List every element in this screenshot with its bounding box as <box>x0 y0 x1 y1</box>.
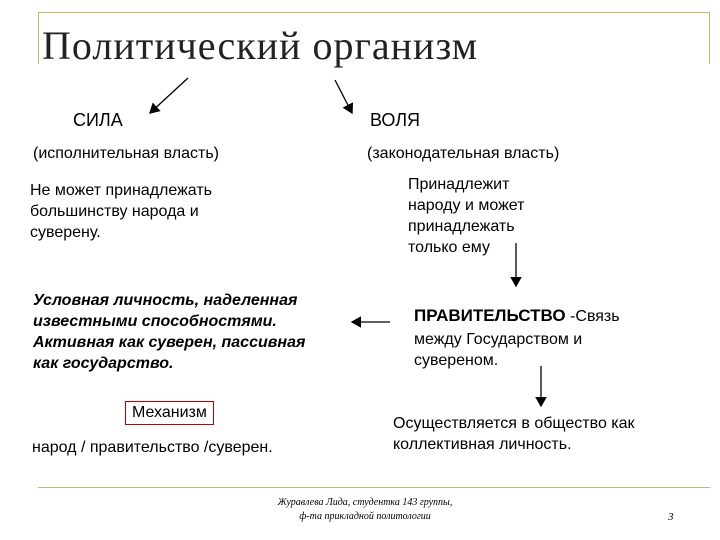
mechanism-text: народ / правительство /суверен. <box>32 439 273 456</box>
sila-subheading: (исполнительная власть) <box>33 145 219 162</box>
government-label: ПРАВИТЕЛЬСТВО <box>414 306 566 325</box>
mechanism-box: Механизм <box>125 401 214 425</box>
volya-heading: ВОЛЯ <box>370 110 421 130</box>
volya-description: Принадлежит народу и может принадлежать только ему <box>408 176 525 256</box>
sila-heading: СИЛА <box>73 110 123 130</box>
society-text: Осуществляется в общество как коллективная личность. <box>393 415 635 453</box>
government-text: между Государством и сувереном. <box>414 331 583 369</box>
conditional-personality-text: Условная личность, наделенная известными способностями. Активная как суверен, пассивная как государство. <box>33 292 306 372</box>
page-number: 3 <box>668 511 674 523</box>
arrow-title-to-sila <box>150 78 188 113</box>
government-suffix: -Связь <box>565 308 620 325</box>
sila-description: Не может принадлежать большинству народа и суверену. <box>30 182 212 241</box>
government-heading <box>414 306 620 326</box>
volya-subheading: (законодательная власть) <box>367 145 560 162</box>
arrow-title-to-volya <box>335 80 352 113</box>
footer-credits: Журавлева Лида, студентка 143 группы, ф-та прикладной политологии <box>277 497 453 522</box>
page-title: Политический организм <box>42 23 478 68</box>
